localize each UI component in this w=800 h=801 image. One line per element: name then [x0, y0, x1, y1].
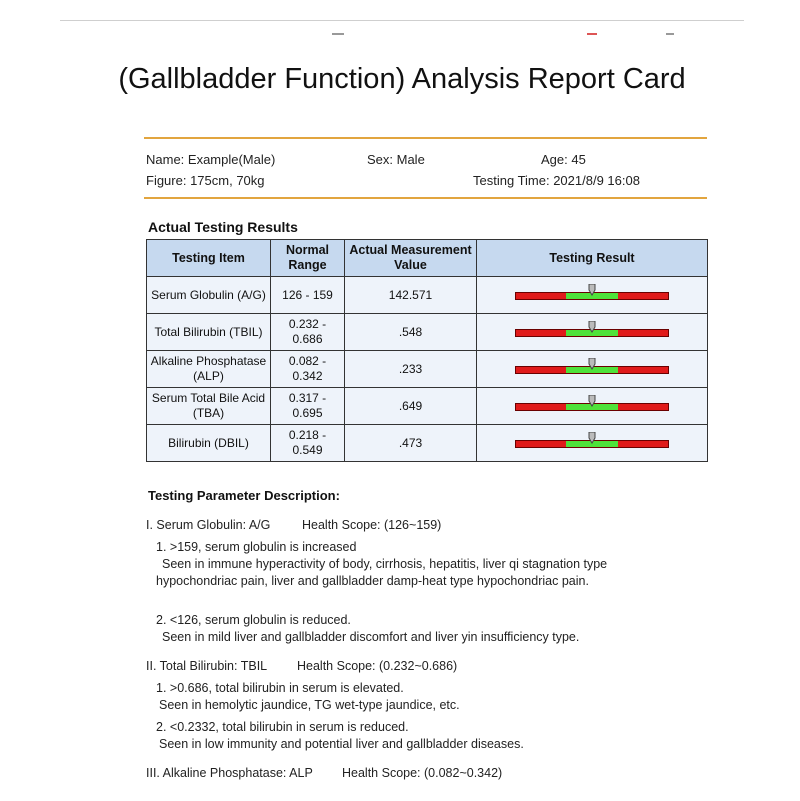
normal-range-cell: 0.082 - 0.342 — [271, 351, 345, 388]
section-1-scope: Health Scope: (126~159) — [302, 518, 442, 532]
testing-item-cell: Bilirubin (DBIL) — [147, 425, 271, 462]
gauge-pointer-icon — [588, 395, 596, 407]
top-dash-mark-right — [666, 33, 674, 35]
measurement-value-cell: .548 — [345, 314, 477, 351]
info-divider — [144, 197, 707, 199]
table-row — [147, 351, 708, 388]
column-header: Testing Result — [477, 240, 708, 277]
section-2-title: II. Total Bilirubin: TBIL — [146, 659, 268, 673]
section-3-scope: Health Scope: (0.082~0.342) — [342, 766, 503, 780]
section-2-point-1-detail: Seen in hemolytic jaundice, TG wet-type jaundice, etc. — [159, 698, 460, 712]
normal-range-cell: 0.317 - 0.695 — [271, 388, 345, 425]
gauge-pointer-icon — [588, 358, 596, 370]
section-2-point-1: 1. >0.686, total bilirubin in serum is elevated. — [156, 681, 404, 695]
table-row — [147, 388, 708, 425]
table-header-row — [147, 240, 708, 277]
normal-range-cell: 0.218 - 0.549 — [271, 425, 345, 462]
normal-range-cell: 0.232 - 0.686 — [271, 314, 345, 351]
testing-item-cell: Total Bilirubin (TBIL) — [147, 314, 271, 351]
gauge-pointer-icon — [588, 432, 596, 444]
section-1-point-1: 1. >159, serum globulin is increased — [156, 540, 357, 554]
measurement-value-cell: 142.571 — [345, 277, 477, 314]
result-gauge — [515, 438, 669, 448]
results-table — [146, 239, 708, 462]
section-3-title: III. Alkaline Phosphatase: ALP — [146, 766, 313, 780]
table-row — [147, 277, 708, 314]
column-header: Testing Item — [147, 240, 271, 277]
testing-item-cell: Serum Total Bile Acid (TBA) — [147, 388, 271, 425]
measurement-value-cell: .473 — [345, 425, 477, 462]
normal-range-cell: 126 - 159 — [271, 277, 345, 314]
table-row — [147, 425, 708, 462]
result-gauge — [515, 364, 669, 374]
top-red-mark — [587, 33, 597, 35]
testing-time: Testing Time: 2021/8/9 16:08 — [473, 173, 640, 188]
testing-result-cell — [477, 351, 708, 388]
testing-item-cell: Alkaline Phosphatase (ALP) — [147, 351, 271, 388]
testing-item-cell: Serum Globulin (A/G) — [147, 277, 271, 314]
testing-result-cell — [477, 277, 708, 314]
section-2-point-2-detail: Seen in low immunity and potential liver and gallbladder diseases. — [159, 737, 524, 751]
measurement-value-cell: .649 — [345, 388, 477, 425]
patient-name: Name: Example(Male) — [146, 152, 276, 167]
section-2-point-2: 2. <0.2332, total bilirubin in serum is reduced. — [156, 720, 409, 734]
section-1-point-1-detail: Seen in immune hyperactivity of body, cirrhosis, hepatitis, liver qi stagnation type hypochondriac pain, liver and gallbladder damp-heat type hypochondriac pain. — [156, 557, 608, 588]
column-header: Actual Measurement Value — [345, 240, 477, 277]
results-heading: Actual Testing Results — [148, 219, 298, 235]
result-gauge — [515, 401, 669, 411]
section-2-scope: Health Scope: (0.232~0.686) — [297, 659, 458, 673]
gauge-pointer-icon — [588, 284, 596, 296]
result-gauge — [515, 327, 669, 337]
testing-result-cell — [477, 425, 708, 462]
report-page — [60, 20, 744, 801]
column-header: Normal Range — [271, 240, 345, 277]
title-divider — [144, 137, 707, 139]
testing-result-cell — [477, 388, 708, 425]
description-heading: Testing Parameter Description: — [148, 488, 340, 503]
section-1-point-2-detail: Seen in mild liver and gallbladder discomfort and liver yin insufficiency type. — [162, 630, 580, 644]
gauge-pointer-icon — [588, 321, 596, 333]
result-gauge — [515, 290, 669, 300]
measurement-value-cell: .233 — [345, 351, 477, 388]
section-1-title: I. Serum Globulin: A/G — [146, 518, 271, 532]
patient-figure: Figure: 175cm, 70kg — [146, 173, 265, 188]
table-row — [147, 314, 708, 351]
top-dash-mark — [332, 33, 344, 35]
report-title: (Gallbladder Function) Analysis Report Card — [118, 63, 686, 95]
patient-sex: Sex: Male — [367, 152, 425, 167]
section-1-point-2: 2. <126, serum globulin is reduced. — [156, 613, 351, 627]
patient-age: Age: 45 — [541, 152, 586, 167]
testing-result-cell — [477, 314, 708, 351]
